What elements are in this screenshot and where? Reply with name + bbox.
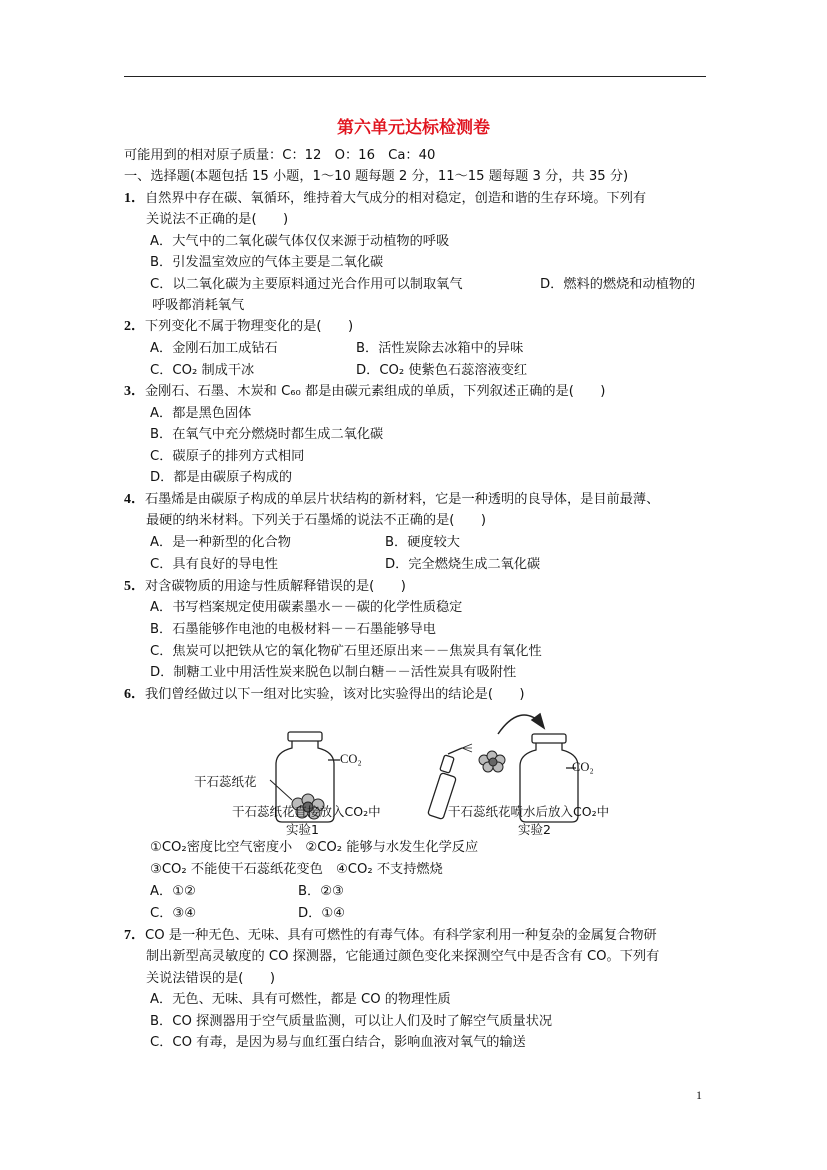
option-b: B．在氧气中充分燃烧时都生成二氧化碳 <box>150 427 384 442</box>
option-d: D．制糖工业中用活性炭来脱色以制白糖－－活性炭具有吸附性 <box>150 665 517 680</box>
question-number: 5． <box>124 579 145 594</box>
section-heading: 一、选择题(本题包括 15 小题，1～10 题每题 2 分，11～15 题每题 3 分，共 35 分) <box>124 169 629 184</box>
option-c: C．以二氧化碳为主要原料通过光合作用可以制取氧气 <box>150 277 463 292</box>
question-stem: 我们曾经做过以下一组对比实验，该对比实验得出的结论是( ) <box>145 687 525 702</box>
question-stem: 石墨烯是由碳原子构成的单层片状结构的新材料，它是一种透明的良导体，是目前最薄、 <box>145 492 660 507</box>
option-c: C．③④ <box>150 906 197 921</box>
option-a: A．大气中的二氧化碳气体仅仅来源于动植物的呼吸 <box>150 234 450 249</box>
question-number: 1． <box>124 191 145 206</box>
experiment-figure <box>180 704 650 844</box>
flower-label: 干石蕊纸花 <box>194 774 257 789</box>
question-stem: 自然界中存在碳、氧循环，维持着大气成分的相对稳定，创造和谐的生存环境。下列有 <box>145 191 647 206</box>
question-stem: CO 是一种无色、无味、具有可燃性的有毒气体。有科学家利用一种复杂的金属复合物研 <box>145 928 657 943</box>
option-c: C．具有良好的导电性 <box>150 557 278 572</box>
option-b: B．石墨能够作电池的电极材料－－石墨能够导电 <box>150 622 436 637</box>
option-d: D．CO₂ 使紫色石蕊溶液变红 <box>356 363 528 378</box>
question-2 <box>124 317 353 336</box>
option-d: D．①④ <box>298 906 345 921</box>
question-3 <box>124 382 605 401</box>
arrow-icon <box>498 714 544 734</box>
experiment-1-label: 实验1 <box>286 822 319 837</box>
option-c: C．CO₂ 制成干冰 <box>150 363 255 378</box>
question-number: 6． <box>124 687 145 702</box>
question-number: 3． <box>124 384 145 399</box>
caption-2: 干石蕊纸花喷水后放入CO₂中 <box>448 804 610 819</box>
option-a: A．无色、无味、具有可燃性，都是 CO 的物理性质 <box>150 992 451 1007</box>
option-d: D．燃料的燃烧和动植物的 <box>540 277 696 292</box>
option-d: D．都是由碳原子构成的 <box>150 470 293 485</box>
option-b: B．活性炭除去冰箱中的异味 <box>356 341 524 356</box>
question-6 <box>124 685 525 704</box>
question-stem: 对含碳物质的用途与性质解释错误的是( ) <box>145 579 406 594</box>
paper-flower-2 <box>479 751 505 772</box>
question-stem-cont: 关说法不正确的是( ) <box>146 212 289 227</box>
page-number: 1 <box>696 1088 702 1102</box>
question-4 <box>124 490 659 509</box>
option-c: C．碳原子的排列方式相同 <box>150 449 305 464</box>
option-a: A．书写档案规定使用碳素墨水－－碳的化学性质稳定 <box>150 600 463 615</box>
atomic-mass-note: 可能用到的相对原子质量：C：12 O：16 Ca：40 <box>124 148 436 163</box>
co2-label-2: CO₂ <box>572 760 594 774</box>
question-stem-cont: 最硬的纳米材料。下列关于石墨烯的说法不正确的是( ) <box>146 513 486 528</box>
page-title: 第六单元达标检测卷 <box>337 118 490 138</box>
option-b: B．②③ <box>298 884 344 899</box>
option-a: A．①② <box>150 884 196 899</box>
option-d: D．完全燃烧生成二氧化碳 <box>385 557 541 572</box>
question-stem-cont: 制出新型高灵敏度的 CO 探测器，它能通过颜色变化来探测空气中是否含有 CO。下列有 <box>146 949 660 964</box>
question-stem: 下列变化不属于物理变化的是( ) <box>145 319 354 334</box>
co2-label-1: CO₂ <box>340 752 362 766</box>
question-1 <box>124 189 646 208</box>
option-a: A．都是黑色固体 <box>150 406 252 421</box>
header-rule <box>124 76 706 77</box>
option-b: B．硬度较大 <box>385 535 460 550</box>
option-a: A．是一种新型的化合物 <box>150 535 291 550</box>
question-number: 2． <box>124 319 145 334</box>
statement-line-2: ③CO₂ 不能使干石蕊纸花变色 ④CO₂ 不支持燃烧 <box>150 862 443 877</box>
option-c: C．CO 有毒，是因为易与血红蛋白结合，影响血液对氧气的输送 <box>150 1035 526 1050</box>
option-c: C．焦炭可以把铁从它的氧化物矿石里还原出来－－焦炭具有氧化性 <box>150 644 542 659</box>
option-a: A．金刚石加工成钻石 <box>150 341 278 356</box>
question-number: 7． <box>124 928 145 943</box>
option-b: B．引发温室效应的气体主要是二氧化碳 <box>150 255 384 270</box>
experiment-2-label: 实验2 <box>518 822 551 837</box>
question-stem-cont: 关说法错误的是( ) <box>146 971 275 986</box>
question-7 <box>124 926 657 945</box>
question-5 <box>124 577 406 596</box>
option-d-cont: 呼吸都消耗氧气 <box>152 298 245 313</box>
question-stem: 金刚石、石墨、木炭和 C₆₀ 都是由碳元素组成的单质，下列叙述正确的是( ) <box>145 384 606 399</box>
question-number: 4． <box>124 492 145 507</box>
option-b: B．CO 探测器用于空气质量监测，可以让人们及时了解空气质量状况 <box>150 1014 553 1029</box>
statement-line-1: ①CO₂密度比空气密度小 ②CO₂ 能够与水发生化学反应 <box>150 840 479 855</box>
caption-1: 干石蕊纸花直接放入CO₂中 <box>232 804 381 819</box>
